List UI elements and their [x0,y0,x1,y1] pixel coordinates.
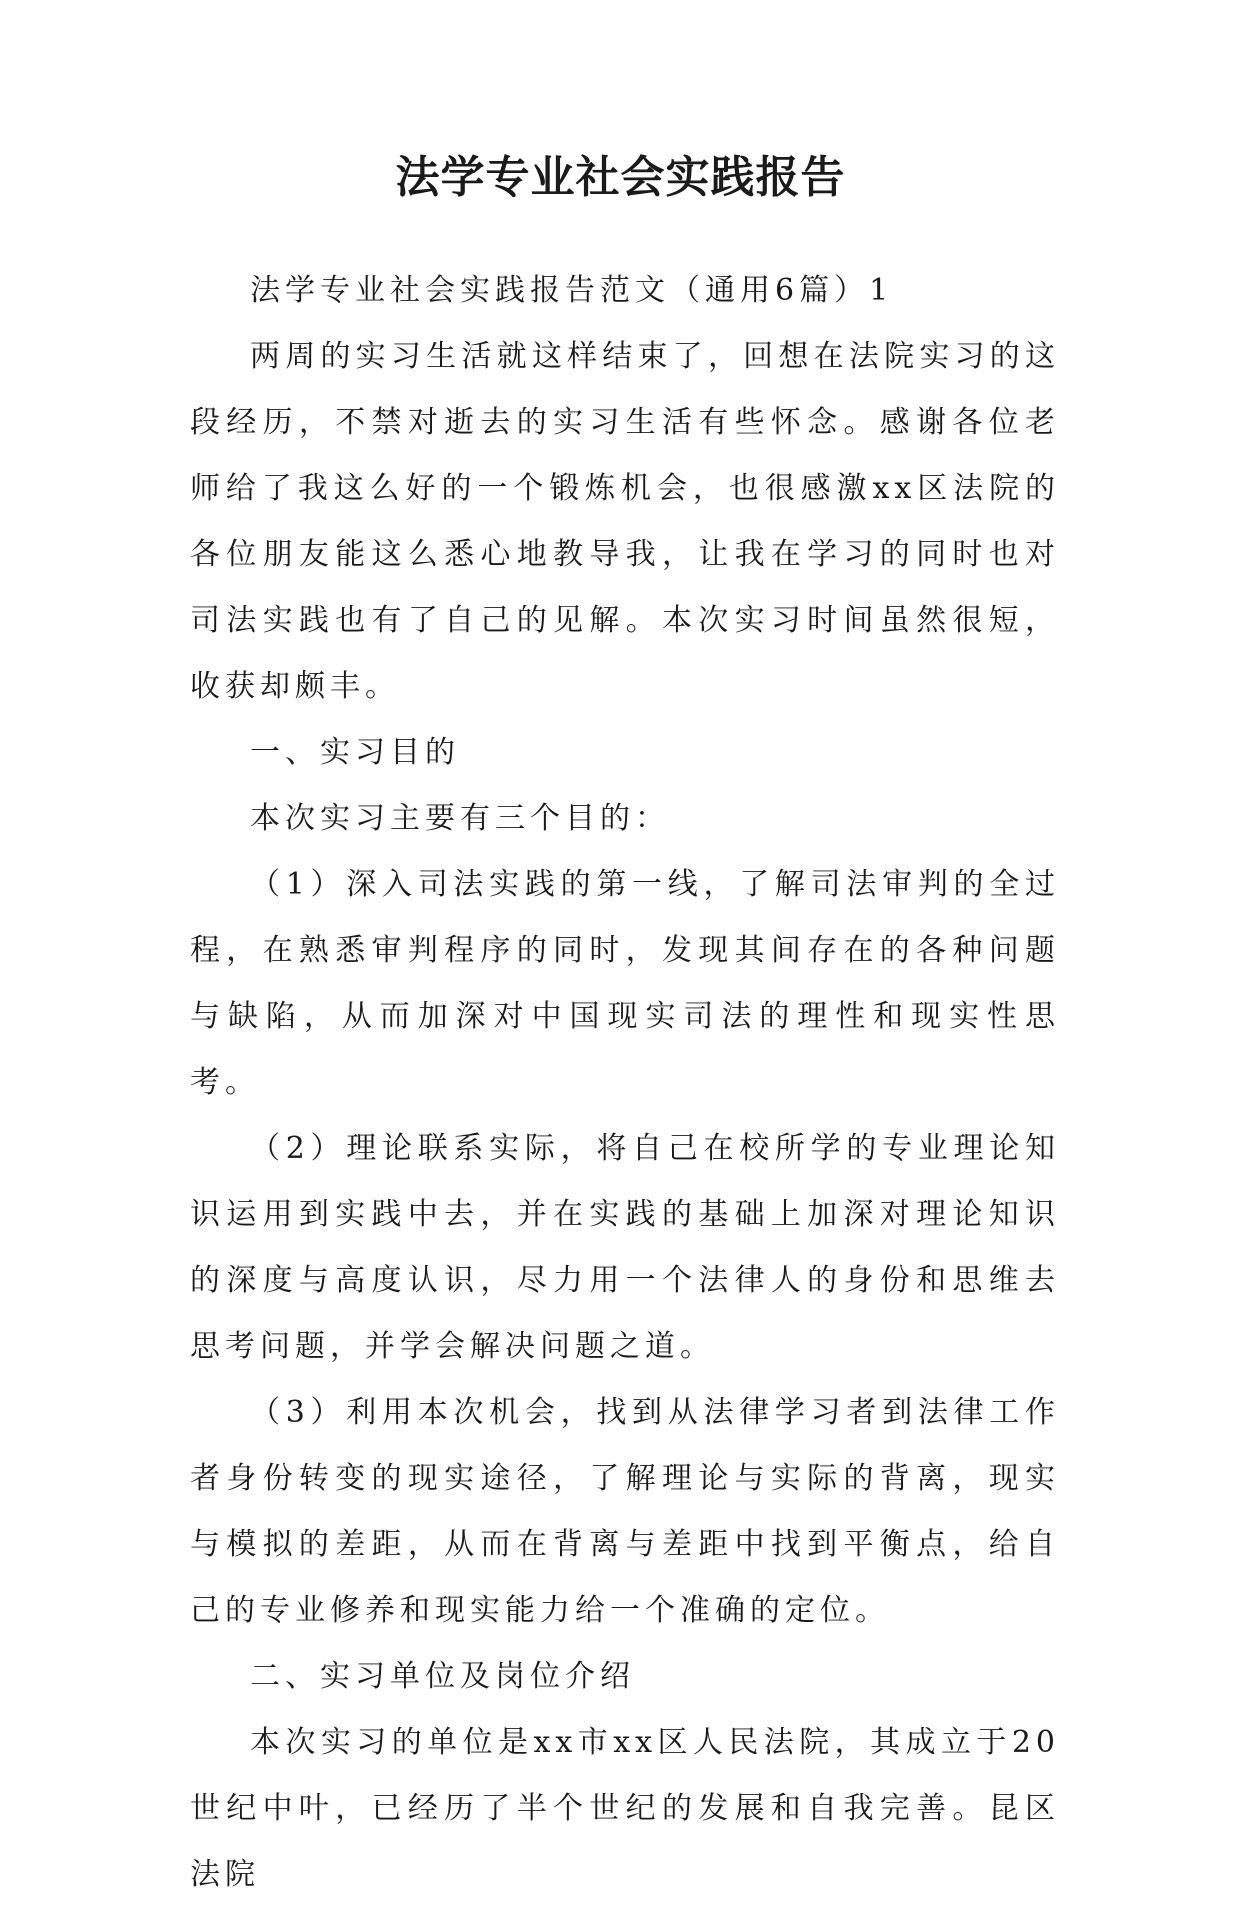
section-heading-purpose: 一、实习目的 [250,735,460,770]
paragraph-purpose-2: （2）理论联系实际，将自己在校所学的专业理论知识运用到实践中去，并在实践的基础上加深对理论知识的深度与高度认识，尽力用一个法律人的身份和思维去思考问题，并学会解决问题之道。 [190,1131,1060,1364]
paragraph-unit: 本次实习的单位是xx市xx区人民法院，其成立于20世纪中叶，已经历了半个世纪的发展和自我完善。昆区法院 [190,1725,1060,1892]
paragraph-intro: 两周的实习生活就这样结束了，回想在法院实习的这段经历，不禁对逝去的实习生活有些怀念。感谢各位老师给了我这么好的一个锻炼机会，也很感激xx区法院的各位朋友能这么悉心地教导我，让我在学习的同时也对司法实践也有了自己的见解。本次实习时间虽然很短，收获却颇丰。 [190,339,1060,704]
paragraph-purpose-1: （1）深入司法实践的第一线，了解司法审判的全过程，在熟悉审判程序的同时，发现其间存在的各种问题与缺陷，从而加深对中国现实司法的理性和现实性思考。 [190,867,1060,1100]
document-body [190,258,1060,1908]
paragraph-purpose-3: （3）利用本次机会，找到从法律学习者到法律工作者身份转变的现实途径，了解理论与实际的背离，现实与模拟的差距，从而在背离与差距中找到平衡点，给自己的专业修养和现实能力给一个准确的定位。 [190,1395,1060,1628]
paragraph-purpose-lead: 本次实习主要有三个目的： [250,801,670,836]
section-heading-unit: 二、实习单位及岗位介绍 [250,1659,635,1694]
paragraph-subtitle: 法学专业社会实践报告范文（通用6篇）1 [250,273,894,308]
document-title: 法学专业社会实践报告 [395,152,846,203]
